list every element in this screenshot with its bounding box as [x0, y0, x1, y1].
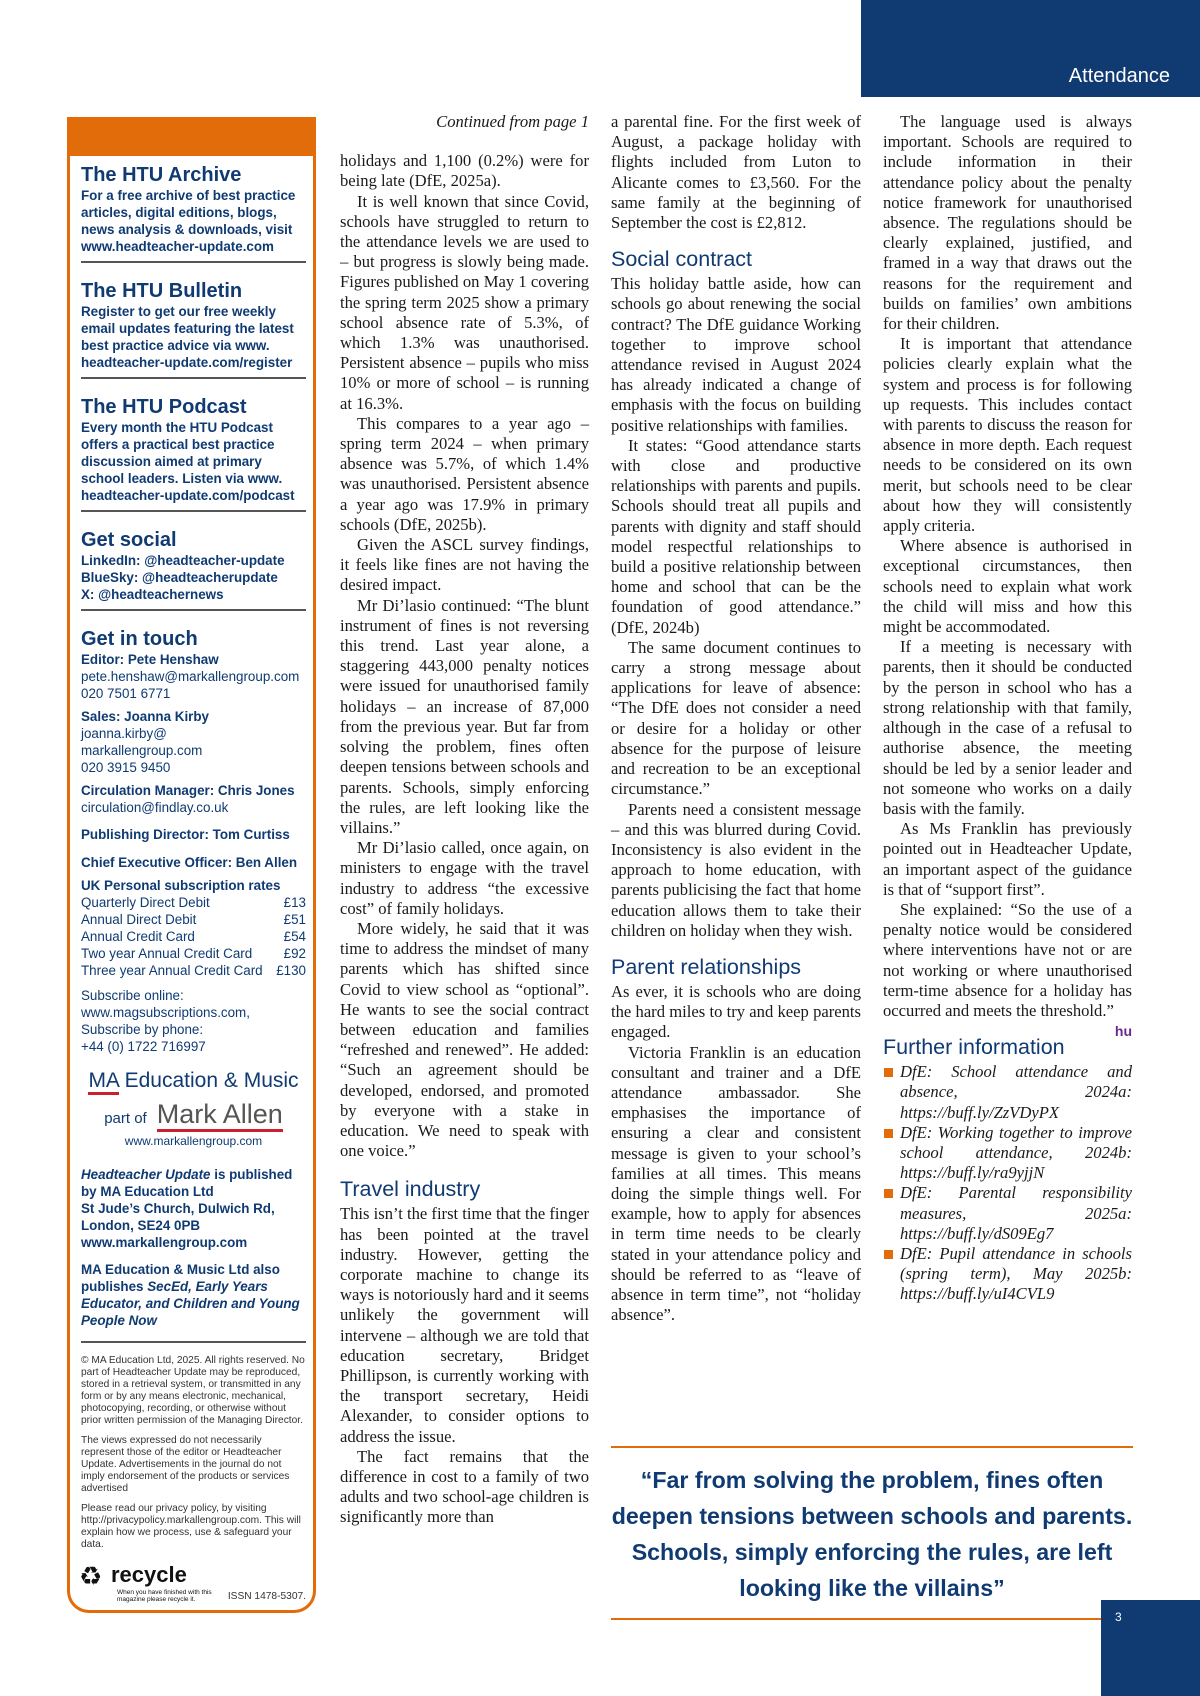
paragraph: The language used is always important. Schools are required to include information in their attendance policy about the penalty notice framework for unauthorised absence. The regulations should be clearly explained, justified, and framed in a way that draws out the reasons for the requirement and builds on families’ own ambitions for their children. [883, 112, 1132, 334]
sales-phone: 020 3915 9450 [81, 760, 171, 775]
recycle-icon: ♻ [79, 1561, 103, 1591]
paragraph: Mr Di’lasio called, once again, on ministers to engage with the travel industry to address “the excessive cost” of family holidays. [340, 838, 589, 918]
paragraph: As Ms Franklin has previously pointed out in Headteacher Update, an important aspect of the guidance is that of “support first”. [883, 819, 1132, 899]
subscribe-phone: +44 (0) 1722 716997 [81, 1039, 206, 1054]
paragraph: As ever, it is schools who are doing the hard miles to try and keep parents engaged. [611, 981, 861, 1042]
subscribe-online-label: Subscribe online: [81, 988, 184, 1003]
paragraph: This isn’t the first time that the finger has been pointed at the travel industry. However, getting the corporate machine to change its ways is notoriously hard and it seems unlikely the government will intervene – although we are told that education secretary, Bridget Phillipson, is currently working with the transport secretary, Heidi Alexander, to consider options to address the issue. [340, 1204, 590, 1446]
paragraph: Where absence is authorised in exceptional circumstances, then schools need to explain what work the child will miss and how this might be accommodated. [883, 536, 1132, 637]
sidebar-divider [81, 1341, 306, 1343]
sales-email-line1[interactable]: joanna.kirby@ [81, 726, 167, 741]
subheading: Travel industry [340, 1177, 481, 1202]
paragraph: More widely, he said that it was time to address the mindset of many parents which has shifted since Covid to view school as “optional”. He wants to see the social contract between education and families “refreshed and renewed”. He added: “Such an agreement should be developed, endorsed, and promoted by everyone with a stake in education. We need to speak with one voice.” [340, 918, 589, 1161]
pull-quote: “Far from solving the problem, fines often deepen tensions between schools and parents. Schools, simply enforcing the rules, are left looking like the villains” [611, 1446, 1133, 1620]
paragraph: If a meeting is necessary with parents, then it should be conducted by the person in school who has a strong relationship with that family, although in the case of a refusal to authorise absence, the meeting should be led by a senior leader and not someone who works on a daily basis with the family. [883, 637, 1132, 818]
paragraph: The fact remains that the difference in cost to a family of two adults and two school-age children is significantly more than [340, 1446, 589, 1527]
podcast-title: The HTU Podcast [81, 396, 247, 418]
bulletin-block [81, 273, 306, 379]
reference-item[interactable]: DfE: School attendance and absence, 2024a: https://buff.ly/ZzVDyPX [883, 1062, 1132, 1123]
paragraph: This holiday battle aside, how can schools go about renewing the social contract? The DfE guidance Working together to improve school attendance revised in August 2024 has already indicated a change of emphasis with the focus on building positive relationships with families. [611, 274, 861, 435]
editor-phone: 020 7501 6771 [81, 686, 171, 701]
end-mark-logo: hu [1114, 1023, 1132, 1040]
paragraph: It is important that attendance policies clearly explain what the system and process is for following up requests. This includes contact with parents to discuss the reason for absence in more depth. Each request needs to be considered on its own merit, but schools need to be clear about how they will consistently apply criteria. [883, 334, 1132, 536]
paragraph: Mr Di’lasio continued: “The blunt instrument of fines is not reversing this trend. Last year alone, a staggering 443,000 penalty notices were issued for unauthorised family holidays – an increase of 87,000 from the previous year. But far from solving the problem, fines often deepen tensions between schools and parents. Schools, simply enforcing the rules, are left looking like the villains.” [340, 595, 589, 837]
issn: ISSN 1478-5307. [227, 1591, 306, 1602]
publisher-url[interactable]: www.markallengroup.com [81, 1235, 248, 1250]
sales-email-line2[interactable]: markallengroup.com [81, 743, 203, 758]
paragraph: a parental fine. For the first week of August, a package holiday with flights included from Luton to Alicante comes to £3,560. For the same family at the beginning of September the cost is £2,812. [611, 112, 861, 233]
rate-row: Quarterly Direct Debit £13 [81, 895, 306, 910]
paragraph: It states: “Good attendance starts with close and productive relationships with parents and pupils. Schools should treat all pupils and parents with dignity and staff should model respectful relationships to build a positive relationship between home and school that can be the foundation of good attendance.” (DfE, 2024b) [611, 435, 861, 637]
rate-row: Annual Direct Debit £51 [81, 912, 306, 927]
editor-name: Editor: Pete Henshaw [81, 652, 219, 667]
rate-row: Annual Credit Card £54 [81, 929, 306, 944]
social-block [81, 522, 306, 611]
rate-row: Two year Annual Credit Card £92 [81, 946, 306, 961]
paragraph: The same document continues to carry a strong message about applications for leave of absence: “The DfE does not consider a need or desire for a holiday or other absence for the purpose of leisure and recreation to be an exceptional circumstance.” [611, 637, 861, 799]
social-linkedin[interactable]: LinkedIn: @headteacher-update [81, 553, 285, 568]
social-title: Get social [81, 529, 177, 551]
publishing-director: Publishing Director: Tom Curtiss [81, 827, 290, 842]
copyright-notice: © MA Education Ltd, 2025. All rights reserved. No part of Headteacher Update may be reproduced, stored in a retrieval system, or transmitted in any form or by any means electronic, mechanical, photocopying, recording, or otherwise without prior written permission of the Managing Director. [81, 1355, 305, 1426]
paragraph: Given the ASCL survey findings, it feels like fines are not having the desired impact. [340, 535, 589, 595]
subheading: Social contract [611, 247, 753, 272]
ceo: Chief Executive Officer: Ben Allen [81, 855, 298, 870]
reference-item[interactable]: DfE: Pupil attendance in schools (spring term), May 2025b: https://buff.ly/uI4CVL9 [883, 1244, 1132, 1305]
mark-allen-url[interactable]: www.markallengroup.com [124, 1134, 263, 1148]
contact-title: Get in touch [81, 628, 198, 650]
bulletin-text[interactable]: Register to get our free weekly email updates featuring the latest best practice advice via www. headteacher-update.com/register [81, 304, 294, 370]
article-column-1 [340, 112, 589, 1528]
section-tab [861, 0, 1200, 97]
reference-item[interactable]: DfE: Parental responsibility measures, 2025a: https://buff.ly/dS09Eg7 [883, 1183, 1132, 1244]
recycle-logo: ♻ recycle When you have finished with this magazine please recycle it. ISSN 1478-5307. [79, 1561, 306, 1603]
podcast-block [81, 389, 306, 512]
editor-email[interactable]: pete.henshaw@markallengroup.com [81, 669, 300, 684]
archive-title: The HTU Archive [81, 164, 242, 186]
mark-allen-logo: part of Mark Allen [81, 1099, 306, 1130]
article-column-3 [883, 112, 1132, 1305]
paragraph: Parents need a consistent message – and this was blurred during Covid. Inconsistency is also evident in the approach to home education, with parents publicising the fact that home education allows them to take their children on holiday when they wish. [611, 799, 861, 940]
further-info-list [883, 1062, 1132, 1304]
subheading: Parent relationships [611, 954, 802, 979]
circulation-email[interactable]: circulation@findlay.co.uk [81, 800, 229, 815]
rate-row: Three year Annual Credit Card £130 [81, 963, 306, 978]
sidebar [67, 117, 316, 1613]
social-x[interactable]: X: @headteachernews [81, 587, 224, 602]
podcast-text[interactable]: Every month the HTU Podcast offers a practical best practice discussion aimed at primary school leaders. Listen via www. headteacher-update.com/podcast [81, 420, 295, 503]
privacy-notice[interactable]: Please read our privacy policy, by visiting http://privacypolicy.markallengroup.com. This will explain how we process, use & safeguard your data. [81, 1503, 301, 1550]
paragraph: It is well known that since Covid, schools have struggled to return to the attendance levels we are used to – but progress is slowly being made. Figures published on May 1 covering the spring term 2025 show a primary school absence rate of 5.3%, of which 1.3% was unauthorised. Persistent absence – pupils who miss 10% or more of school – is running at 16.3%. [340, 191, 589, 413]
contact-block [81, 621, 306, 1055]
sales-name: Sales: Joanna Kirby [81, 709, 210, 724]
paragraph: This compares to a year ago – spring term 2024 – when primary absence was 5.7%, of which 1.4% was unauthorised. Persistent absence a year ago was 17.9% in primary schools (DfE, 2025b). [340, 413, 589, 534]
ma-education-logo: MA Education & Music [81, 1069, 306, 1093]
rates-table [81, 894, 306, 979]
archive-text[interactable]: For a free archive of best practice articles, digital editions, blogs, news analysis & downloads, visit www.headteacher-update.com [81, 188, 296, 254]
continued-note: Continued from page 1 [436, 112, 589, 131]
paragraph: holidays and 1,100 (0.2%) were for being late (DfE, 2025a). [340, 151, 589, 191]
views-notice: The views expressed do not necessarily represent those of the editor or Headteacher Update. Advertisements in the journal do not imply endorsement of the products or services advertised [81, 1435, 290, 1494]
rates-title: UK Personal subscription rates [81, 878, 281, 893]
circulation-name: Circulation Manager: Chris Jones [81, 783, 295, 798]
subscribe-url[interactable]: www.magsubscriptions.com, [81, 1005, 250, 1020]
paragraph: She explained: “So the use of a penalty notice would be considered where interventions have not or are not working or where unauthorised term-time absence for a holiday has occurred and meets the threshold.” hu [883, 900, 1132, 1021]
publisher-info: Headteacher Update is published by MA Education Ltd St Jude’s Church, Dulwich Rd, London, SE24 0PB www.markallengroup.com MA Education & Music Ltd also publishes SecEd, Early Years Educator, and Children and Young People Now [81, 1166, 306, 1329]
sidebar-top-bar [67, 117, 316, 156]
subscribe-phone-label: Subscribe by phone: [81, 1022, 204, 1037]
bulletin-title: The HTU Bulletin [81, 280, 243, 302]
further-info-title: Further information [883, 1035, 1065, 1060]
social-bluesky[interactable]: BlueSky: @headteacherupdate [81, 570, 278, 585]
archive-block [81, 157, 306, 263]
page-number: 3 [1115, 1610, 1122, 1624]
page-number-box [1101, 1600, 1200, 1696]
section-title: Attendance [1068, 65, 1170, 87]
article-column-2 [611, 112, 861, 1325]
paragraph: Victoria Franklin is an education consultant and trainer and a DfE attendance ambassador. She emphasises the importance of ensuring a clear and consistent message is given to your school’s families at all times. This means doing the simple things well. For example, how to apply for absences in term time needs to be clearly stated in your attendance policy and should be referred to as “leave of absence in term time”, not “holiday absence”. [611, 1042, 861, 1325]
reference-item[interactable]: DfE: Working together to improve school attendance, 2024b: https://buff.ly/ra9yjjN [883, 1123, 1132, 1184]
